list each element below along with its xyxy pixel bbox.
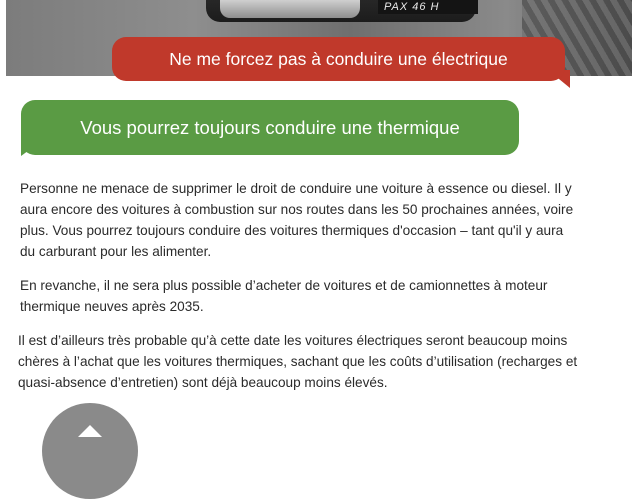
scroll-top-button[interactable] — [42, 403, 138, 499]
article-paragraph-1: Personne ne menace de supprimer le droit de conduire une voiture à essence ou diesel. Il y aura encore des voitures à combustion sur nos routes dans les 50 prochaines années, voire plus. Vous pourrez toujours conduire des voitures thermiques d'occasion – tant qu'il y aura du carburant pour les alimenter. — [20, 181, 574, 259]
chevron-up-icon — [78, 425, 102, 437]
car-bumper — [220, 0, 360, 18]
license-plate: PAX 46 H — [378, 0, 478, 14]
objection-bubble: Ne me forcez pas à conduire une électrique — [112, 37, 565, 81]
article-paragraph-3: Il est d’ailleurs très probable qu’à cette date les voitures électriques seront beaucoup moins chères à l’achat que les voitures thermiques, sachant que les coûts d’utilisation (recharges et quasi-absence d’entretien) sont déjà beaucoup moins élevés. — [18, 333, 578, 390]
reply-bubble: Vous pourrez toujours conduire une thermique — [21, 100, 519, 155]
article-paragraph-2: En revanche, il ne sera plus possible d’acheter de voitures et de camionnettes à moteur thermique neuves après 2035. — [20, 278, 548, 314]
